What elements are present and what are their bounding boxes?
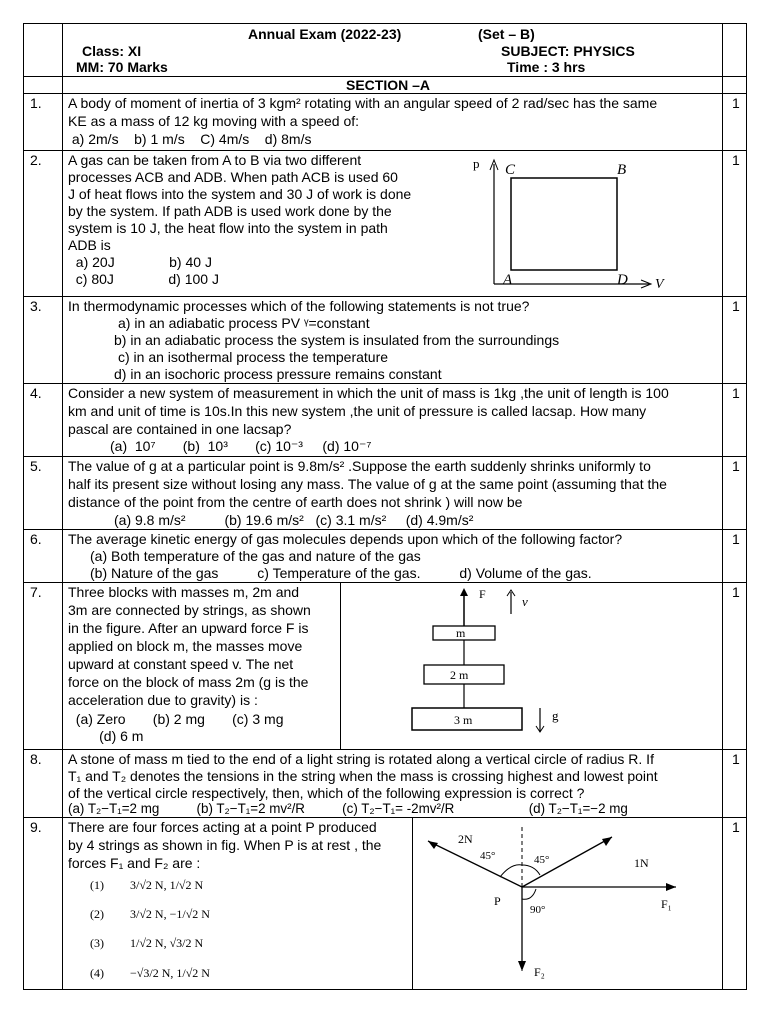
- class-label: Class: XI: [82, 43, 142, 59]
- question-text: by 4 strings as shown in fig. When P is at rest , the: [68, 837, 382, 853]
- answer-options: (b) Nature of the gas c) Temperature of the gas. d) Volume of the gas.: [90, 565, 592, 581]
- question-text: processes ACB and ADB. When path ACB is used 60: [68, 169, 398, 185]
- question-text: In thermodynamic processes which of the following statements is not true?: [68, 298, 530, 314]
- max-marks: MM: 70 Marks: [76, 59, 168, 75]
- point-a-label: A: [503, 272, 513, 288]
- option-value: −√3/2 N, 1/√2 N: [130, 966, 210, 980]
- question-marks: 1: [732, 95, 740, 111]
- point-d-label: D: [617, 272, 628, 288]
- exam-sheet: [23, 23, 747, 990]
- option-value: 3/√2 N, 1/√2 N: [130, 878, 204, 892]
- question-text: J of heat flows into the system and 30 J of work is done: [68, 186, 412, 202]
- question-text: 3m are connected by strings, as shown: [68, 602, 311, 618]
- question-marks: 1: [732, 819, 740, 835]
- angle-45-right-label: 45°: [534, 854, 550, 866]
- question-marks: 1: [732, 751, 740, 767]
- force-label: F: [479, 587, 486, 601]
- block-2m-label: 2 m: [450, 668, 469, 682]
- option-number: (3): [90, 936, 104, 950]
- option-value: 1/√2 N, √3/2 N: [130, 936, 204, 950]
- exam-title: Annual Exam (2022-23): [248, 26, 402, 42]
- point-p-label: P: [494, 894, 501, 908]
- question-text: by the system. If path ADB is used work done by the: [68, 203, 392, 219]
- question-number: 5.: [30, 458, 42, 474]
- answer-options: (a) T₂−T₁=2 mg (b) T₂−T₁=2 mv²/R (c) T₂−T₁= -2mv²/R (d) T₂−T₁=−2 mg: [68, 801, 628, 816]
- question-text: The average kinetic energy of gas molecules depends upon which of the following factor?: [68, 531, 623, 547]
- question-text: forces F₁ and F₂ are :: [68, 855, 201, 871]
- mark-column-divider: [722, 24, 723, 989]
- force-f1-label: F₁: [661, 897, 672, 911]
- figure-divider: [412, 817, 413, 989]
- answer-option: (a) Both temperature of the gas and nature of the gas: [90, 548, 421, 564]
- question-text: acceleration due to gravity) is :: [68, 692, 258, 708]
- answer-option: d) in an isochoric process pressure remains constant: [114, 366, 442, 382]
- answer-options: c) 80J d) 100 J: [68, 271, 219, 287]
- question-text: A body of moment of inertia of 3 kgm² rotating with an angular speed of 2 rad/sec has the same: [68, 95, 658, 111]
- question-text: of the vertical circle respectively, then, which of the following expression is correct ?: [68, 785, 585, 801]
- option-number: (4): [90, 966, 104, 980]
- section-heading: SECTION –A: [346, 77, 431, 93]
- subject-label: SUBJECT: PHYSICS: [501, 43, 635, 59]
- answer-option: c) in an isothermal process the temperature: [118, 349, 389, 365]
- question-marks: 1: [732, 385, 740, 401]
- question-text: half its present size without losing any mass. The value of g at the same point (assuming that the: [68, 476, 667, 492]
- pressure-axis-label: p: [473, 156, 480, 171]
- gravity-label: g: [552, 708, 559, 723]
- block-3m-label: 3 m: [454, 713, 473, 727]
- answer-options: (a) 10⁷ (b) 10³ (c) 10⁻³ (d) 10⁻⁷: [110, 438, 372, 454]
- question-text: Consider a new system of measurement in which the unit of mass is 1kg ,the unit of length is 100: [68, 385, 669, 401]
- question-text: ADB is: [68, 237, 111, 253]
- question-text: Three blocks with masses m, 2m and: [68, 584, 300, 600]
- question-number: 1.: [30, 95, 42, 111]
- answer-option: b) in an adiabatic process the system is insulated from the surroundings: [114, 332, 560, 348]
- question-text: There are four forces acting at a point P produced: [68, 819, 377, 835]
- question-text: A gas can be taken from A to B via two different: [68, 152, 362, 168]
- question-number: 4.: [30, 385, 42, 401]
- question-marks: 1: [732, 458, 740, 474]
- answer-options: (a) Zero (b) 2 mg (c) 3 mg: [68, 711, 284, 727]
- question-text: The value of g at a particular point is 9.8m/s² .Suppose the earth suddenly shrinks uniformly to: [68, 458, 651, 474]
- time-label: Time : 3 hrs: [507, 59, 586, 75]
- force-f2-label: F₂: [534, 965, 545, 979]
- question-text: km and unit of time is 10s.In this new system ,the unit of pressure is called lacsap. How many: [68, 403, 647, 419]
- velocity-label: v: [522, 594, 528, 609]
- question-text: in the figure. After an upward force F is: [68, 620, 309, 636]
- question-text: T₁ and T₂ denotes the tensions in the string when the mass is crossing highest and lowest point: [68, 768, 658, 784]
- question-text: KE as a mass of 12 kg moving with a speed of:: [68, 113, 360, 129]
- number-column-divider: [62, 24, 63, 989]
- question-marks: 1: [732, 531, 740, 547]
- point-c-label: C: [505, 162, 516, 178]
- figure-divider: [340, 582, 341, 749]
- option-value: 3/√2 N, −1/√2 N: [130, 907, 210, 921]
- answer-option: a) in an adiabatic process PV ᵞ=constant: [118, 315, 370, 331]
- question-text: applied on block m, the masses move: [68, 638, 303, 654]
- option-number: (2): [90, 907, 104, 921]
- angle-45-left-label: 45°: [480, 850, 496, 862]
- point-b-label: B: [617, 162, 627, 178]
- force-2n-label: 2N: [458, 832, 473, 846]
- answer-options: (d) 6 m: [68, 728, 144, 744]
- question-text: force on the block of mass 2m (g is the: [68, 674, 309, 690]
- question-number: 8.: [30, 751, 42, 767]
- question-text: system is 10 J, the heat flow into the system in path: [68, 220, 388, 236]
- force-1n-label: 1N: [634, 856, 649, 870]
- set-label: (Set – B): [478, 26, 535, 42]
- blocks-figure: [404, 584, 584, 746]
- question-number: 6.: [30, 531, 42, 547]
- answer-options: a) 20J b) 40 J: [68, 254, 212, 270]
- question-text: pascal are contained in one lacsap?: [68, 421, 292, 437]
- question-text: A stone of mass m tied to the end of a light string is rotated along a vertical circle of radius R. If: [68, 751, 654, 767]
- question-marks: 1: [732, 298, 740, 314]
- answer-options: a) 2m/s b) 1 m/s C) 4m/s d) 8m/s: [68, 131, 312, 147]
- block-m-label: m: [456, 626, 466, 640]
- question-number: 9.: [30, 819, 42, 835]
- forces-figure: [416, 819, 716, 989]
- option-number: (1): [90, 878, 104, 892]
- question-number: 7.: [30, 584, 42, 600]
- question-number: 2.: [30, 152, 42, 168]
- question-marks: 1: [732, 152, 740, 168]
- question-text: upward at constant speed v. The net: [68, 656, 294, 672]
- question-marks: 1: [732, 584, 740, 600]
- answer-options: (a) 9.8 m/s² (b) 19.6 m/s² (c) 3.1 m/s² (d) 4.9m/s²: [114, 512, 474, 528]
- volume-axis-label: V: [655, 277, 664, 292]
- angle-90-label: 90°: [530, 904, 546, 916]
- pv-diagram: [449, 152, 689, 294]
- question-number: 3.: [30, 298, 42, 314]
- question-text: distance of the point from the centre of earth does not shrink ) will now be: [68, 494, 523, 510]
